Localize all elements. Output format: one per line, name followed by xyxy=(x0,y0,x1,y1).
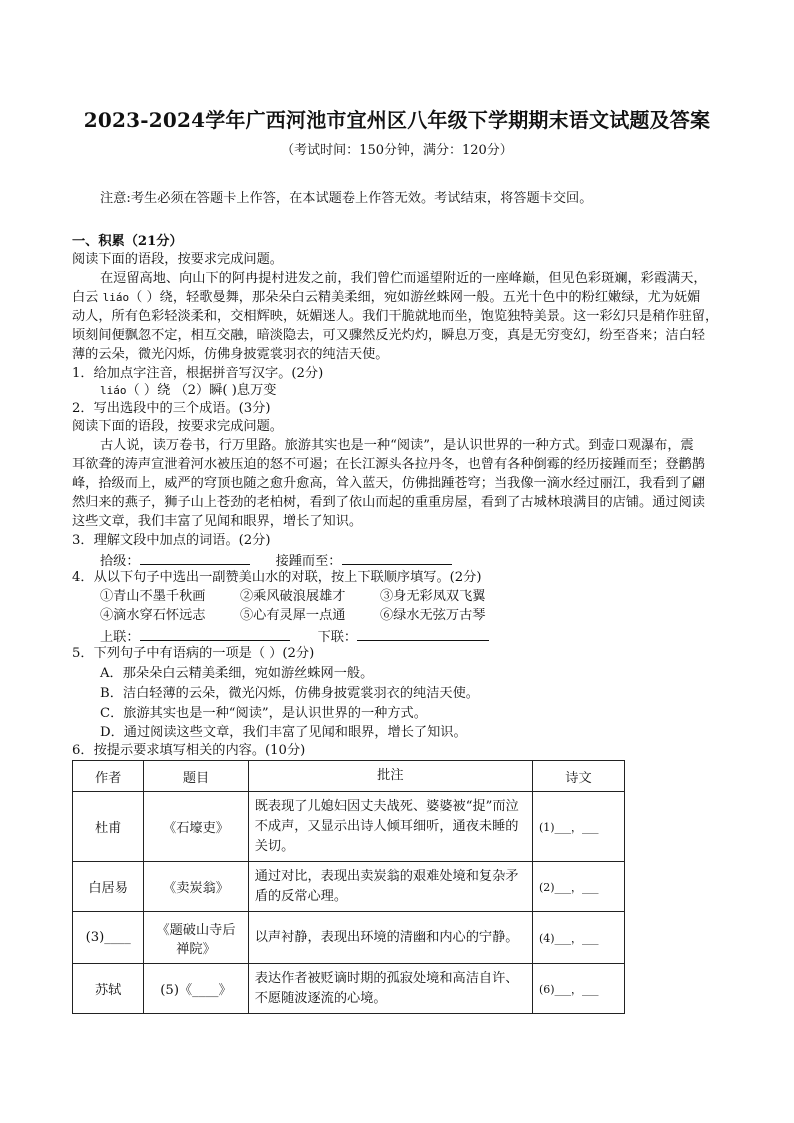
table-row xyxy=(73,912,625,964)
question-2: 2．写出选段中的三个成语。(3分) xyxy=(72,401,271,416)
passage-1-line: 顷刻间便飘忽不定，相互交融，暗淡隐去，可又骤然反光灼灼，瞬息万变，真是无穷变幻，纷至沓来；洁白轻 xyxy=(72,328,705,343)
cell-author: 白居易 xyxy=(73,862,144,912)
passage-2-line: 然归来的燕子，狮子山上苍劲的老柏树，看到了依山而起的重重房屋，看到了古城林琅满目的店铺。通过阅读 xyxy=(72,495,705,510)
q5-option: C．旅游其实也是一种“阅读”，是认识世界的一种方式。 xyxy=(100,706,427,721)
table-row xyxy=(73,964,625,1014)
passage-2-line: 这些文章，我们丰富了见闻和眼界，增长了知识。 xyxy=(72,514,363,529)
cell-title: 《石壕吏》 xyxy=(144,792,248,862)
section-heading: 一、积累（21分） xyxy=(72,234,183,249)
poetry-table xyxy=(72,760,625,1014)
cell-title-blank: (5)《____》 xyxy=(144,964,248,1014)
passage-2-line: 古人说，读万卷书，行万里路。旅游其实也是一种“阅读”，是认识世界的一种方式。到壶口观瀑布，震 xyxy=(100,438,694,453)
cell-note: 通过对比，表现出卖炭翁的艰难处境和复杂矛盾的反常心理。 xyxy=(248,862,532,912)
question-3: 3．理解文段中加点的词语。(2分) xyxy=(72,533,271,548)
cell-poem-blank: (2)___，___ xyxy=(532,862,624,912)
q5-option: D．通过阅读这些文章，我们丰富了见闻和眼界，增长了知识。 xyxy=(100,725,467,740)
header-note: 批注 xyxy=(248,761,532,792)
table-row xyxy=(73,862,625,912)
exam-info: （考试时间：150分钟，满分：120分） xyxy=(281,143,513,158)
passage-1-line: 薄的云朵，微光闪烁，仿佛身披霓裳羽衣的纯洁天使。 xyxy=(72,347,389,362)
reading-intro-2: 阅读下面的语段，按要求完成问题。 xyxy=(72,419,283,434)
notice: 注意:考生必须在答题卡上作答，在本试题卷上作答无效。考试结束，将答题卡交回。 xyxy=(100,191,593,206)
cell-author-blank: (3)____ xyxy=(73,912,144,964)
cell-author: 苏轼 xyxy=(73,964,144,1014)
table-row xyxy=(73,792,625,862)
q5-option: A．那朵朵白云精美柔细，宛如游丝蛛网一般。 xyxy=(100,666,374,681)
question-3-blanks: 拾级： 接踵而至： xyxy=(100,550,452,571)
question-5: 5．下列句子中有语病的一项是（ ）(2分) xyxy=(72,646,315,661)
passage-2-line: 峰，拾级而上，威严的穹顶也随之愈升愈高，耸入蓝天，仿佛拙踵苍穹；当我像一滴水经过丽江，我看到了翩 xyxy=(72,476,705,491)
question-4: 4．从以下句子中选出一副赞美山水的对联，按上下联顺序填写。(2分) xyxy=(72,570,482,585)
passage-1-line: 动人，所有色彩轻淡柔和，交相辉映，妩媚迷人。我们干脆就地而坐，饱览独特美景。这一彩幻只是稍作驻留， xyxy=(72,309,719,324)
table-header-row xyxy=(73,761,625,792)
question-1-answer: liáo（ ）绕 （2）瞬( )息万变 xyxy=(100,383,277,398)
header-title: 题目 xyxy=(144,761,248,792)
cell-note: 表达作者被贬谪时期的孤寂处境和高洁自许、不愿随波逐流的心境。 xyxy=(248,964,532,1014)
cell-title: 《题破山寺后禅院》 xyxy=(144,912,248,964)
passage-1-line: 白云 liáo（ ）绕，轻歌曼舞，那朵朵白云精美柔细，宛如游丝蛛网一般。五光十色中的粉红嫩绿，尤为妩媚 xyxy=(72,290,701,305)
question-6: 6．按提示要求填写相关的内容。(10分) xyxy=(72,743,306,758)
q4-options-row: ④滴水穿石怀远志 ⑤心有灵犀一点通 ⑥绿水无弦万古琴 xyxy=(100,608,486,623)
passage-1-line: 在逗留高地、向山下的阿冉提村进发之前，我们曾伫而遥望附近的一座峰巅，但见色彩斑斓，彩霞满天， xyxy=(100,271,707,286)
cell-note: 既表现了儿媳妇因丈夫战死、婆婆被“捉”而泣不成声，又显示出诗人倾耳细听，通夜未睡的关切。 xyxy=(248,792,532,862)
cell-poem-blank: (6)___，___ xyxy=(532,964,624,1014)
question-1: 1．给加点字注音，根据拼音写汉字。(2分) xyxy=(72,366,324,381)
cell-poem-blank: (4)___，___ xyxy=(532,912,624,964)
cell-author: 杜甫 xyxy=(73,792,144,862)
header-author: 作者 xyxy=(73,761,144,792)
passage-2-line: 耳欲聋的涛声宣泄着河水被压迫的怒不可遏；在长江源头各拉丹冬，也曾有各种倒霉的经历接踵而至；登鹳鹊 xyxy=(72,457,705,472)
cell-title: 《卖炭翁》 xyxy=(144,862,248,912)
reading-intro-1: 阅读下面的语段，按要求完成问题。 xyxy=(72,252,283,267)
q5-option: B．洁白轻薄的云朵，微光闪烁，仿佛身披霓裳羽衣的纯洁天使。 xyxy=(100,686,479,701)
cell-poem-blank: (1)___，___ xyxy=(532,792,624,862)
question-4-blanks: 上联： 下联： xyxy=(100,626,489,647)
cell-note: 以声衬静，表现出环境的清幽和内心的宁静。 xyxy=(248,912,532,964)
q4-options-row: ①青山不墨千秋画 ②乘风破浪展雄才 ③身无彩凤双飞翼 xyxy=(100,589,486,604)
header-poem: 诗文 xyxy=(532,761,624,792)
document-title: 2023-2024学年广西河池市宜州区八年级下学期期末语文试题及答案 xyxy=(83,108,711,132)
